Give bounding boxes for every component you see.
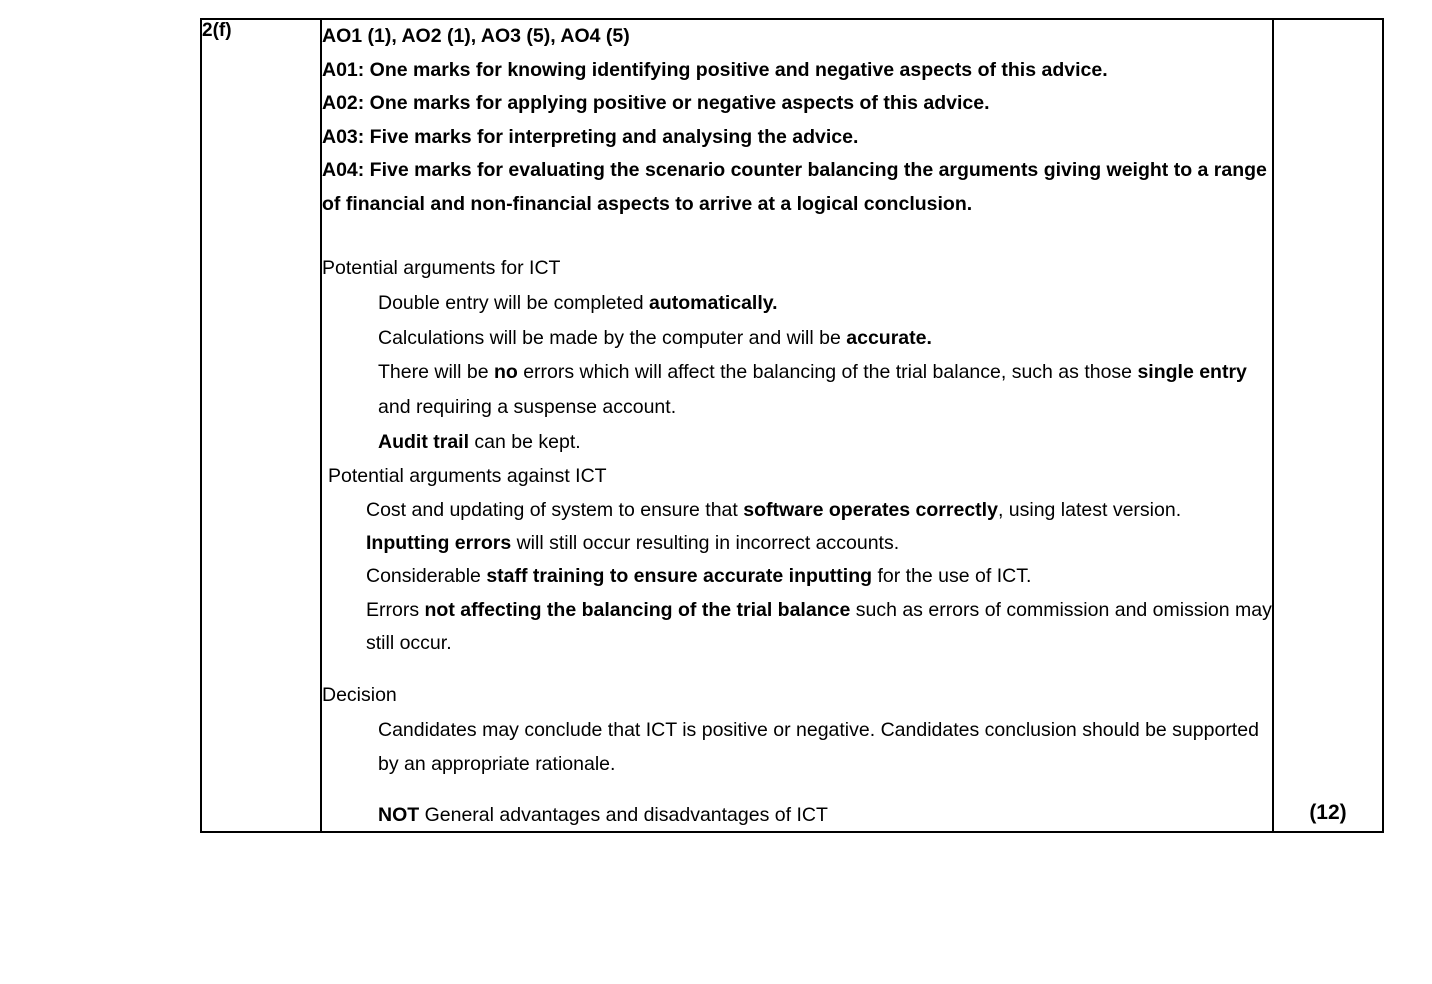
argument-against-item: Errors not affecting the balancing of the trial balance such as errors of commission and omission may still occur. <box>366 598 1272 654</box>
ao1-line: A01: One marks for knowing identifying positive and negative aspects of this advice. <box>322 58 1108 81</box>
decision-text: Candidates may conclude that ICT is positive or negative. Candidates conclusion should be supported by an appropriate rationale. <box>378 718 1259 776</box>
question-number-cell <box>201 19 321 832</box>
argument-against-item: Inputting errors will still occur resulting in incorrect accounts. <box>366 532 900 555</box>
argument-for-item: Audit trail can be kept. <box>378 430 581 453</box>
spacer <box>322 221 1272 251</box>
table-row <box>201 19 1383 832</box>
arguments-against-heading: Potential arguments against ICT <box>328 465 607 488</box>
ao3-line: A03: Five marks for interpreting and analysing the advice. <box>322 125 859 148</box>
arguments-for-heading: Potential arguments for ICT <box>322 257 561 280</box>
ao-header: AO1 (1), AO2 (1), AO3 (5), AO4 (5) <box>322 25 630 47</box>
argument-against-item: Considerable staff training to ensure accurate inputting for the use of ICT. <box>366 565 1032 588</box>
question-number: 2(f) <box>202 20 232 41</box>
spacer <box>322 660 1272 678</box>
spacer <box>322 782 1272 800</box>
marks-total: (12) <box>1309 801 1347 825</box>
decision-heading: Decision <box>322 683 397 706</box>
argument-for-item: Double entry will be completed automatically. <box>378 291 778 314</box>
ao2-line: A02: One marks for applying positive or negative aspects of this advice. <box>322 92 990 115</box>
argument-for-item: There will be no errors which will affect the balancing of the trial balance, such as those single entry and requiring a suspense account. <box>378 361 1247 418</box>
argument-against-item: Cost and updating of system to ensure that software operates correctly, using latest version. <box>366 499 1182 522</box>
answer-body-cell <box>321 19 1273 832</box>
marks-cell <box>1273 19 1383 832</box>
ao4-line: A04: Five marks for evaluating the scenario counter balancing the arguments giving weight to a range of financial and non-financial aspects to arrive at a logical conclusion. <box>322 159 1267 215</box>
argument-for-item: Calculations will be made by the computer and will be accurate. <box>378 326 932 349</box>
mark-scheme-table <box>200 18 1384 833</box>
not-note: NOT General advantages and disadvantages of ICT <box>378 803 828 826</box>
